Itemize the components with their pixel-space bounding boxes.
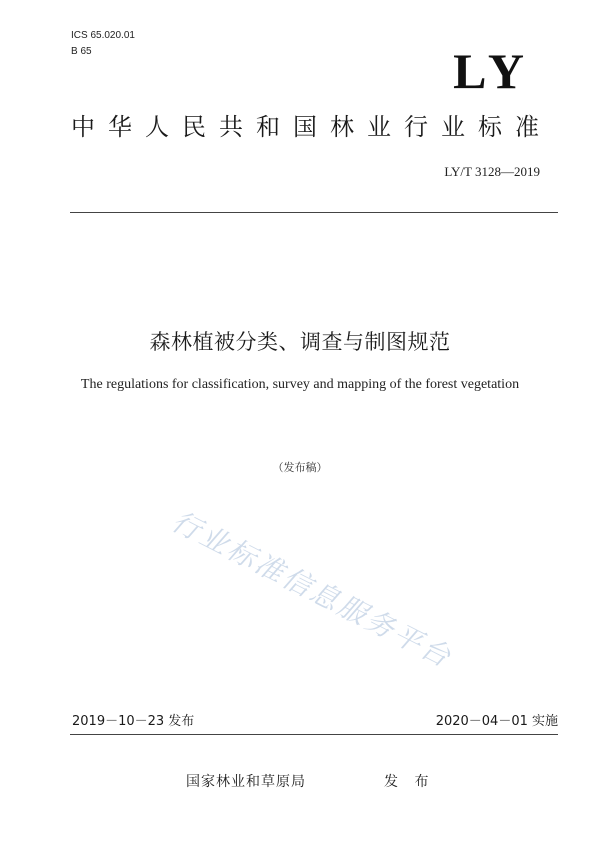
document-status: （发布稿） — [272, 461, 328, 474]
watermark: 行业标准信息服务平台 — [166, 504, 458, 675]
document-title-chinese: 森林植被分类、调查与制图规范 — [149, 330, 451, 354]
standard-mark-logo: LY — [453, 43, 530, 99]
standard-category-title: 中华人民共和国林业行业标准 — [71, 113, 552, 141]
issue-date: 2019－10－23 发布 — [72, 714, 195, 729]
implementation-date: 2020－04－01 实施 — [435, 714, 558, 729]
publish-label: 发 布 — [384, 774, 435, 790]
top-divider — [70, 212, 558, 213]
ics-code: ICS 65.020.01 — [71, 30, 135, 41]
ccs-code: B 65 — [71, 46, 92, 57]
publisher-name: 国家林业和草原局 — [186, 774, 306, 790]
document-title-english: The regulations for classification, survey and mapping of the forest vegetation — [80, 377, 520, 392]
standard-number: LY/T 3128—2019 — [444, 164, 540, 179]
bottom-divider — [70, 734, 558, 735]
